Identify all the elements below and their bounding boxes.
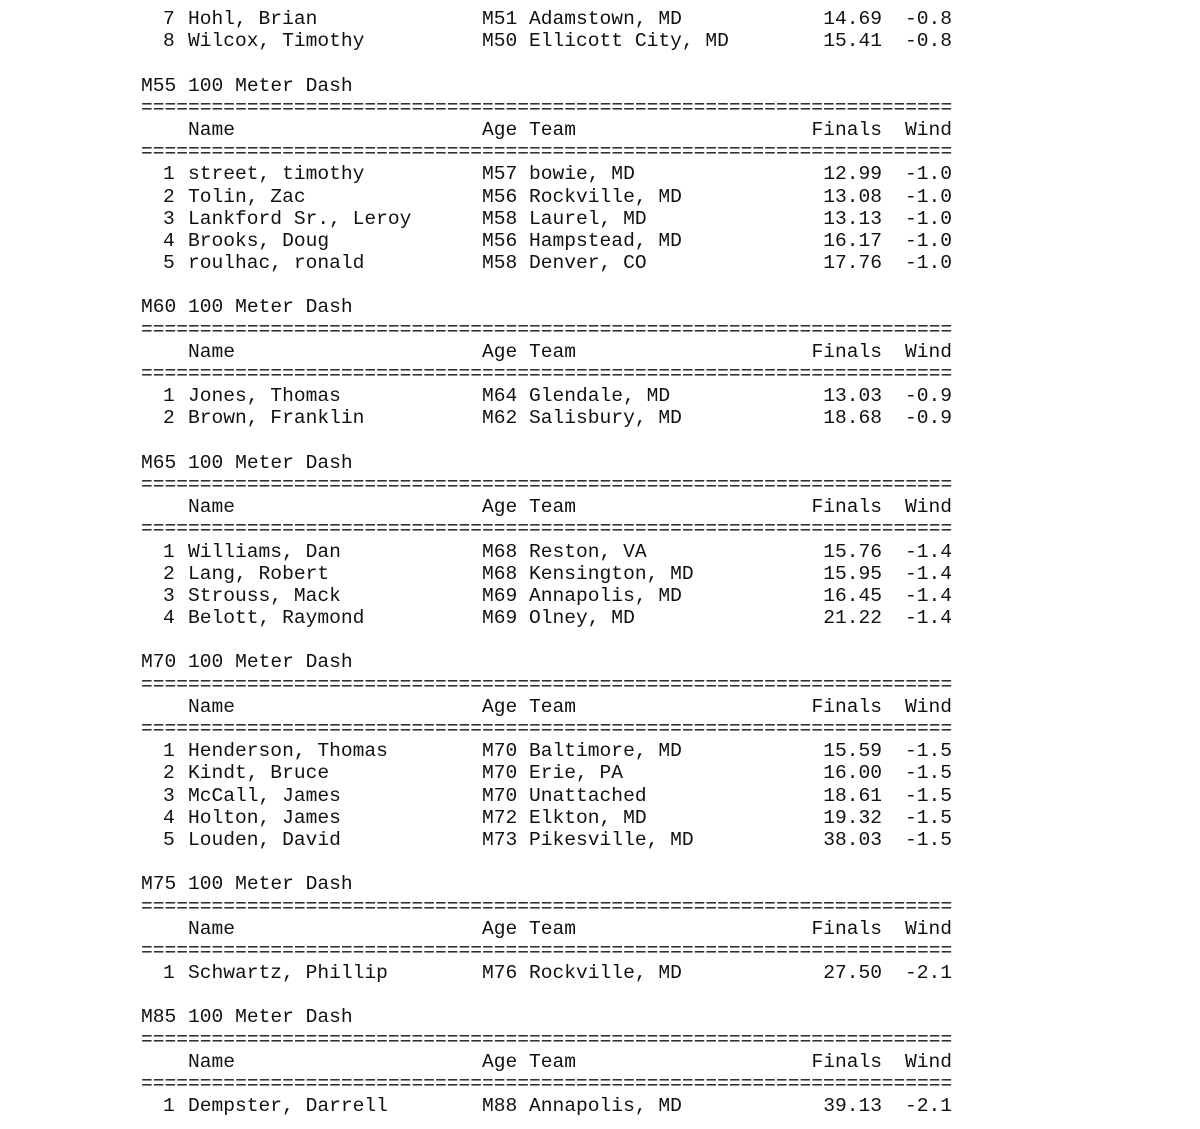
final-time: 15.95 [823,562,882,585]
result-row [0,8,1200,30]
header-finals: Finals [811,1050,882,1073]
wind: -1.4 [904,584,952,607]
rule-line [0,1073,1200,1095]
athlete-name: roulhac, ronald [188,252,365,275]
header-age-team: Age Team [482,1050,577,1073]
athlete-name: Brooks, Doug [188,229,330,252]
event-title: M55 100 Meter Dash [141,74,353,97]
athlete-name: Lankford Sr., Leroy [188,207,412,230]
team: Salisbury, MD [529,407,682,430]
wind: -0.9 [904,385,952,408]
team: Hampstead, MD [529,229,682,252]
place: 4 [163,806,175,829]
athlete-name: Holton, James [188,806,341,829]
age: M62 [482,407,518,430]
rule-line [0,363,1200,385]
athlete-name: Williams, Dan [188,540,341,563]
blank-line [0,851,1200,873]
header-name: Name [188,496,236,519]
final-time: 12.99 [823,163,882,186]
header-finals: Finals [811,118,882,141]
team: Elkton, MD [529,806,647,829]
final-time: 21.22 [823,607,882,630]
header-name: Name [188,917,236,940]
athlete-name: McCall, James [188,784,341,807]
event-title-line [0,873,1200,895]
athlete-name: Dempster, Darrell [188,1095,388,1118]
header-name: Name [188,118,236,141]
blank-line [0,52,1200,74]
wind: -2.1 [904,962,952,985]
final-time: 16.45 [823,584,882,607]
result-row [0,163,1200,185]
team: Baltimore, MD [529,740,682,763]
result-row [0,186,1200,208]
header-name: Name [188,340,236,363]
event-title-line [0,1006,1200,1028]
header-age-team: Age Team [482,340,577,363]
age: M70 [482,784,518,807]
wind: -1.5 [904,806,952,829]
wind: -2.1 [904,1095,952,1118]
athlete-name: street, timothy [188,163,365,186]
separator-rule: ===================================================================== [141,363,953,385]
header-age-team: Age Team [482,118,577,141]
result-row [0,385,1200,407]
wind: -0.8 [904,30,952,53]
team: Annapolis, MD [529,1095,682,1118]
place: 7 [163,8,175,30]
event-title: M70 100 Meter Dash [141,651,353,674]
header-finals: Finals [811,340,882,363]
separator-rule: ===================================================================== [141,1073,953,1095]
wind: -0.8 [904,8,952,30]
final-time: 38.03 [823,828,882,851]
event-section [0,629,1200,851]
final-time: 17.76 [823,252,882,275]
blank-line [0,274,1200,296]
final-time: 19.32 [823,806,882,829]
athlete-name: Strouss, Mack [188,584,341,607]
header-finals: Finals [811,695,882,718]
athlete-name: Jones, Thomas [188,385,341,408]
separator-rule: ===================================================================== [141,673,953,696]
age: M76 [482,962,518,985]
final-time: 39.13 [823,1095,882,1118]
final-time: 13.13 [823,207,882,230]
result-row [0,762,1200,784]
result-row [0,407,1200,429]
athlete-name: Louden, David [188,828,341,851]
header-age-team: Age Team [482,695,577,718]
event-title: M75 100 Meter Dash [141,873,353,896]
place: 2 [163,407,175,430]
separator-rule: ===================================================================== [141,473,953,496]
event-title-line [0,296,1200,318]
rule-line [0,518,1200,540]
rule-line [0,674,1200,696]
age: M64 [482,385,518,408]
age: M57 [482,163,518,186]
final-time: 16.17 [823,229,882,252]
place: 3 [163,207,175,230]
header-wind: Wind [904,1050,952,1073]
age: M58 [482,207,518,230]
athlete-name: Henderson, Thomas [188,740,388,763]
separator-rule: ===================================================================== [141,718,953,740]
blank-line [0,984,1200,1006]
age: M68 [482,562,518,585]
result-row [0,785,1200,807]
column-header-row [0,918,1200,940]
team: Erie, PA [529,762,624,785]
event-title-line [0,75,1200,97]
result-row [0,541,1200,563]
separator-rule: ===================================================================== [141,96,953,119]
separator-rule: ===================================================================== [141,518,953,541]
final-time: 16.00 [823,762,882,785]
athlete-name: Schwartz, Phillip [188,962,388,985]
result-row [0,230,1200,252]
wind: -1.0 [904,163,952,186]
team: Olney, MD [529,607,635,630]
header-wind: Wind [904,917,952,940]
column-header-row [0,1051,1200,1073]
result-row [0,1095,1200,1117]
place: 1 [163,1095,175,1118]
place: 5 [163,828,175,851]
header-wind: Wind [904,695,952,718]
event-list [0,52,1200,1117]
place: 2 [163,762,175,785]
place: 2 [163,562,175,585]
result-row [0,208,1200,230]
header-wind: Wind [904,340,952,363]
team: Annapolis, MD [529,584,682,607]
age: M51 [482,8,518,30]
separator-rule: ===================================================================== [141,1028,953,1051]
blank-line [0,430,1200,452]
rule-line [0,896,1200,918]
final-time: 15.59 [823,740,882,763]
separator-rule: ===================================================================== [141,895,953,918]
age: M69 [482,584,518,607]
final-time: 15.41 [823,30,882,53]
team: Adamstown, MD [529,8,682,30]
final-time: 27.50 [823,962,882,985]
age: M70 [482,740,518,763]
place: 1 [163,540,175,563]
header-name: Name [188,1050,236,1073]
place: 1 [163,385,175,408]
event-title: M60 100 Meter Dash [141,296,353,319]
team: Pikesville, MD [529,828,694,851]
rule-line [0,940,1200,962]
result-row [0,585,1200,607]
result-row [0,807,1200,829]
place: 1 [163,163,175,186]
age: M56 [482,229,518,252]
team: Ellicott City, MD [529,30,729,53]
event-section [0,274,1200,429]
place: 8 [163,30,175,53]
column-header-row [0,696,1200,718]
final-time: 13.03 [823,385,882,408]
event-section [0,52,1200,274]
athlete-name: Belott, Raymond [188,607,365,630]
wind: -1.0 [904,207,952,230]
separator-rule: ===================================================================== [141,318,953,341]
column-header-row [0,341,1200,363]
column-header-row [0,496,1200,518]
team: Rockville, MD [529,962,682,985]
place: 4 [163,607,175,630]
rule-line [0,97,1200,119]
result-row [0,252,1200,274]
header-finals: Finals [811,496,882,519]
place: 5 [163,252,175,275]
wind: -1.0 [904,185,952,208]
result-row [0,607,1200,629]
age: M73 [482,828,518,851]
wind: -1.0 [904,229,952,252]
header-age-team: Age Team [482,917,577,940]
event-section [0,430,1200,630]
rule-line [0,718,1200,740]
header-wind: Wind [904,496,952,519]
place: 3 [163,584,175,607]
result-row [0,962,1200,984]
age: M56 [482,185,518,208]
age: M69 [482,607,518,630]
final-time: 13.08 [823,185,882,208]
event-title: M65 100 Meter Dash [141,451,353,474]
wind: -0.9 [904,407,952,430]
event-section [0,851,1200,984]
place: 1 [163,740,175,763]
wind: -1.5 [904,828,952,851]
athlete-name: Brown, Franklin [188,407,365,430]
age: M50 [482,30,518,53]
final-time: 15.76 [823,540,882,563]
team: Kensington, MD [529,562,694,585]
event-title-line [0,651,1200,673]
athlete-name: Tolin, Zac [188,185,306,208]
team: Glendale, MD [529,385,671,408]
header-name: Name [188,695,236,718]
athlete-name: Kindt, Bruce [188,762,330,785]
rule-line [0,1029,1200,1051]
rule-line [0,141,1200,163]
team: Unattached [529,784,647,807]
header-age-team: Age Team [482,496,577,519]
age: M72 [482,806,518,829]
rule-line [0,474,1200,496]
wind: -1.5 [904,740,952,763]
result-row [0,30,1200,52]
separator-rule: ===================================================================== [141,939,953,962]
blank-line [0,629,1200,651]
wind: -1.0 [904,252,952,275]
place: 3 [163,784,175,807]
wind: -1.5 [904,762,952,785]
team: Rockville, MD [529,185,682,208]
athlete-name: Wilcox, Timothy [188,30,365,53]
results-document [0,8,1200,1117]
place: 1 [163,962,175,985]
athlete-name: Lang, Robert [188,562,330,585]
team: Denver, CO [529,252,647,275]
event-section [0,984,1200,1117]
wind: -1.4 [904,540,952,563]
final-time: 18.68 [823,407,882,430]
result-row [0,563,1200,585]
age: M70 [482,762,518,785]
age: M58 [482,252,518,275]
result-row [0,829,1200,851]
team: Laurel, MD [529,207,647,230]
age: M68 [482,540,518,563]
wind: -1.4 [904,562,952,585]
column-header-row [0,119,1200,141]
final-time: 14.69 [823,8,882,30]
event-title: M85 100 Meter Dash [141,1006,353,1029]
header-finals: Finals [811,917,882,940]
event-title-line [0,452,1200,474]
athlete-name: Hohl, Brian [188,8,318,30]
header-wind: Wind [904,118,952,141]
rule-line [0,319,1200,341]
result-row [0,740,1200,762]
team: Reston, VA [529,540,647,563]
final-time: 18.61 [823,784,882,807]
wind: -1.5 [904,784,952,807]
place: 4 [163,229,175,252]
team: bowie, MD [529,163,635,186]
separator-rule: ===================================================================== [141,141,953,164]
age: M88 [482,1095,518,1118]
wind: -1.4 [904,607,952,630]
place: 2 [163,185,175,208]
